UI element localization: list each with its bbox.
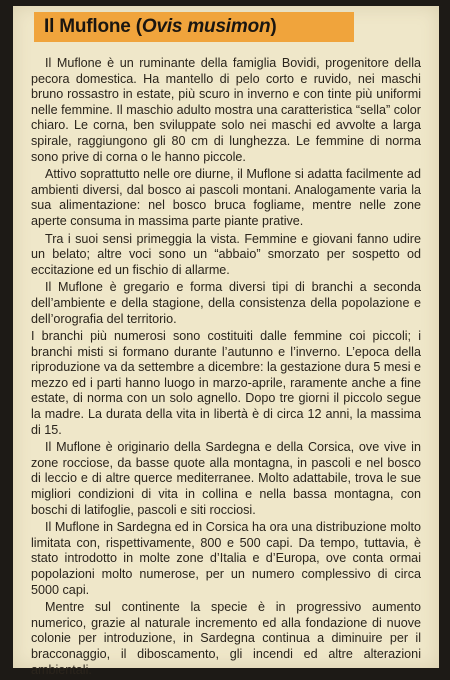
paragraph-senses: Tra i suoi sensi primeggia la vista. Femmine e giovani fanno udire un belato; altre voci sono un “abbaio” smorzato per sospetto od eccitazione ed un fischio di allarme. [31, 231, 421, 277]
paragraph-description: Il Muflone è un ruminante della famiglia Bovidi, progenitore della pecora domestica. Ha mantello di pelo corto e ruvido, nei maschi bruno rossastro in estate, più scuro in inverno e con tinte più uniformi nelle femmine. Il maschio adulto mostra una caratteristica “sella” color chiaro. Le corna, ben sviluppate solo nei maschi ed avvolte a larga spirale, raggiungono gli 80 cm di lunghezza. Le femmine di norma sono prive di corna o le hanno piccole. [31, 56, 421, 164]
body-text [31, 56, 421, 680]
paragraph-herds: Il Muflone è gregario e forma diversi tipi di branchi a seconda dell’ambiente e della stagione, della consistenza della popolazione e dell’orografia del territorio. [31, 280, 421, 326]
title-bar [34, 12, 354, 42]
title-scientific-name: Ovis musimon [141, 16, 271, 37]
title-close-paren: ) [270, 16, 277, 37]
paragraph-distribution: Il Muflone in Sardegna ed in Corsica ha ora una distribuzione molto limitata con, rispettivamente, 800 e 500 capi. Da tempo, tuttavia, è stato introdotto in molte zone d’Italia e d’Europa, ove conta ormai popolazioni molto numerose, per un numero complessivo di circa 5000 capi. [31, 520, 421, 597]
paragraph-origin: Il Muflone è originario della Sardegna e della Corsica, ove vive in zone rocciose, da basse quote alla montagna, in pascoli e nel bosco di leccio e di altre querce mediterranee. Molto adattabile, trova le sue migliori condizioni di vita in collina e nella bassa montagna, con boschi di latifoglie, pascoli e siti rocciosi. [31, 440, 421, 517]
paragraph-reproduction: I branchi più numerosi sono costituiti dalle femmine coi piccoli; i branchi misti si formano durante l’autunno e l’inverno. L’epoca della riproduzione va da settembre a dicembre: la gestazione dura 5 mesi e mezzo ed i parti hanno luogo in marzo-aprile, raramente anche a fine estate, di norma con un solo agnello. Dopo tre giorni il piccolo segue la madre. La durata della vita in libertà è di circa 12 anni, la massima di 15. [31, 329, 421, 437]
paragraph-status: Mentre sul continente la specie è in progressivo aumento numerico, grazie al naturale incremento ed alla fondazione di nuove colonie per introduzione, in Sardegna continua a diminuire per il bracconaggio, il diboscamento, gli incendi ed altre alterazioni ambientali. [31, 600, 421, 677]
title-common-name: Il Muflone ( [44, 16, 142, 37]
page-title [44, 16, 277, 38]
info-panel [13, 6, 439, 677]
paragraph-habits: Attivo soprattutto nelle ore diurne, il Muflone si adatta facilmente ad ambienti diversi, dal bosco ai pascoli montani. Analogamente varia la sua alimentazione: nel bosco bruca fogliame, mentre nelle zone aperte consuma in massima parte piante prative. [31, 167, 421, 228]
